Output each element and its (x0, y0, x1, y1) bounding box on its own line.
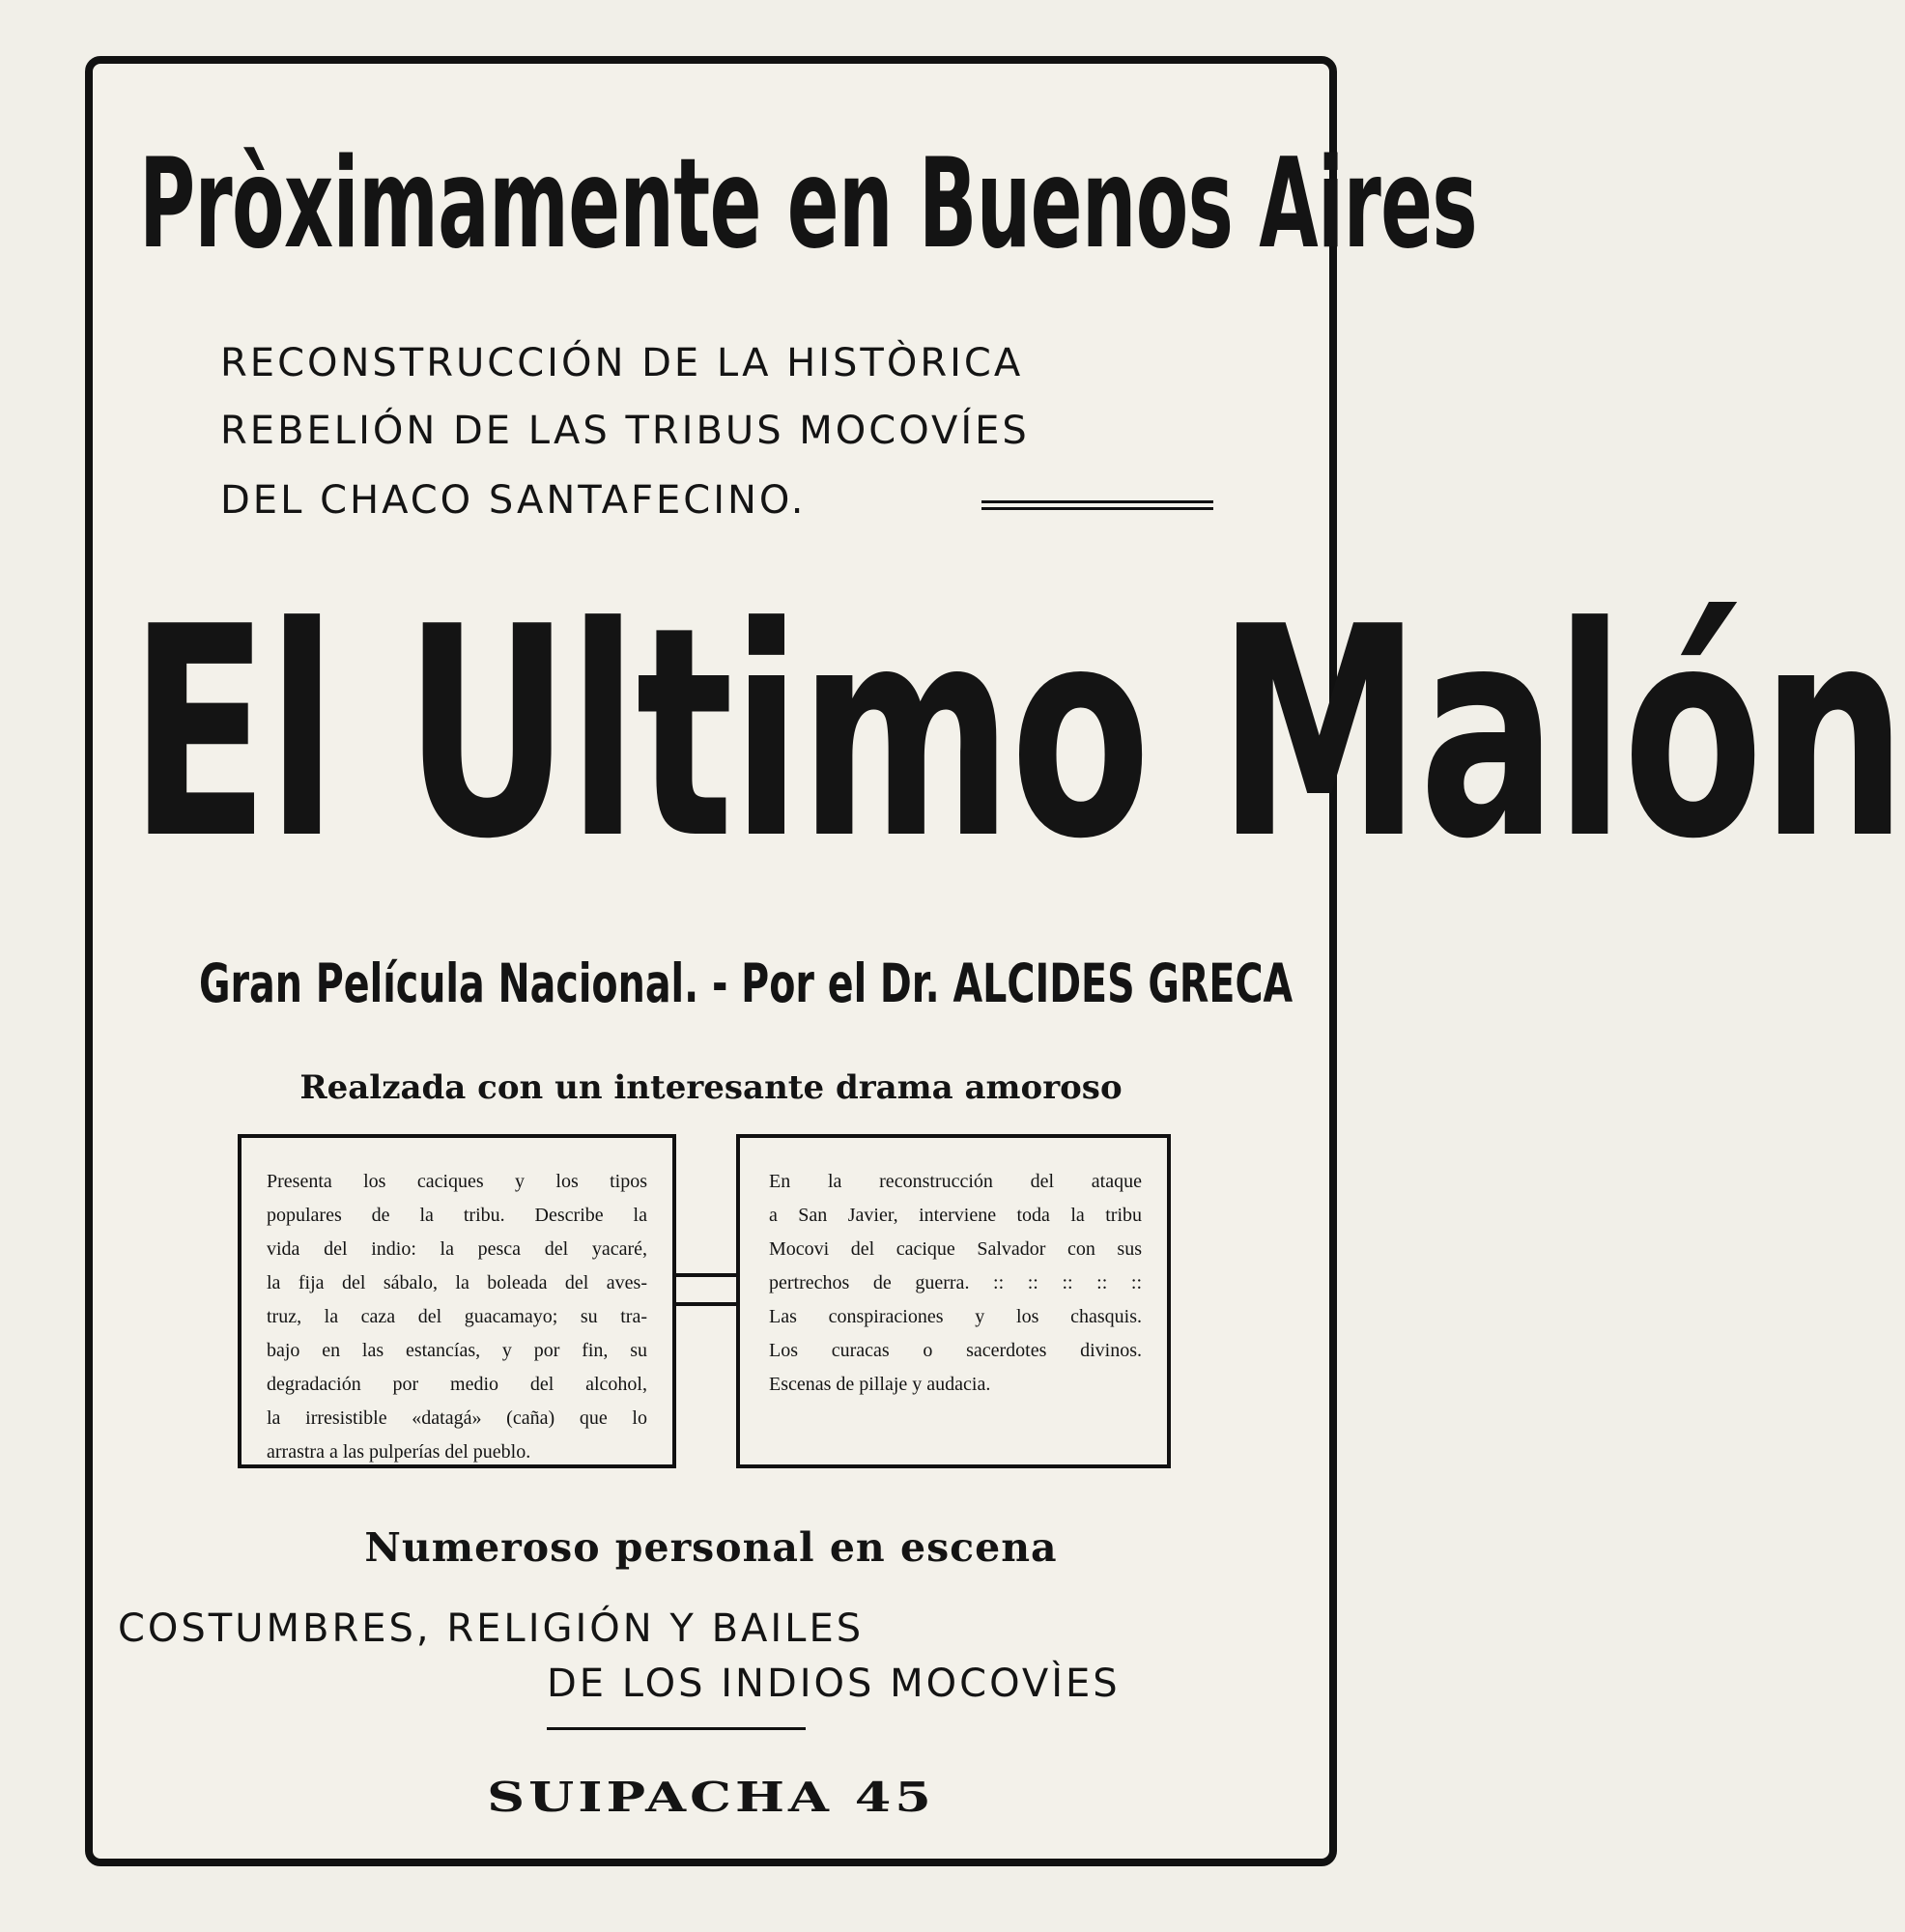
box-right-line: Escenas de pillaje y audacia. (769, 1374, 991, 1395)
box-right-line: a San Javier, interviene toda la tribu (769, 1205, 1142, 1226)
box-left-line: populares de la tribu. Describe la (267, 1205, 647, 1226)
box-right-line: Mocovi del cacique Salvador con sus (769, 1238, 1142, 1260)
poster-frame (85, 56, 1905, 1866)
box-right-line: pertrechos de guerra. :: :: :: :: :: (769, 1272, 1142, 1293)
double-rule (981, 500, 1213, 510)
box-right-line: En la reconstrucción del ataque (769, 1171, 1142, 1192)
address (93, 1766, 1329, 1828)
box-right-line: Las conspiraciones y los chasquis. (769, 1306, 1142, 1327)
film-title: El Ultimo Malón (129, 565, 1905, 902)
box-left-line: arrastra a las pulperías del pueblo. (267, 1441, 531, 1463)
box-left-line: la fija del sábalo, la boleada del aves- (267, 1272, 647, 1293)
tagline: Realzada con un interesante drama amoroso (299, 1068, 1123, 1107)
box-left-line: vida del indio: la pesca del yacaré, (267, 1238, 647, 1260)
description-box-right (736, 1134, 1171, 1468)
box-left-line: Presenta los caciques y los tipos (267, 1171, 647, 1192)
box-left-line: truz, la caza del guacamayo; su tra- (267, 1306, 647, 1327)
box-left-line: degradación por medio del alcohol, (267, 1374, 647, 1395)
subtitle-line-1: RECONSTRUCCIÓN DE LA HISTÒRICA (220, 341, 1024, 385)
subtitle-line-3: DEL CHACO SANTAFECINO. (220, 478, 807, 523)
cast-heading: Numeroso personal en escena (364, 1524, 1058, 1571)
box-right-line: Los curacas o sacerdotes divinos. (769, 1340, 1142, 1361)
box-left-line: bajo en las estancías, y por fin, su (267, 1340, 647, 1361)
description-box-left (238, 1134, 676, 1468)
box-connector (676, 1273, 736, 1306)
headline: Pròximamente en Buenos Aires (139, 132, 1477, 276)
customs-line-2: DE LOS INDIOS MOCOVÌES (547, 1662, 1121, 1706)
film-credit: Gran Película Nacional. - Por el Dr. ALCIDES GRECA (199, 952, 1294, 1014)
bottom-rule (547, 1727, 806, 1730)
address-text: SUIPACHA 45 (487, 1773, 935, 1821)
box-left-line: la irresistible «datagá» (caña) que lo (267, 1407, 647, 1429)
customs-line-1: COSTUMBRES, RELIGIÓN Y BAILES (118, 1606, 865, 1651)
subtitle-line-2: REBELIÓN DE LAS TRIBUS MOCOVÍES (220, 409, 1030, 453)
